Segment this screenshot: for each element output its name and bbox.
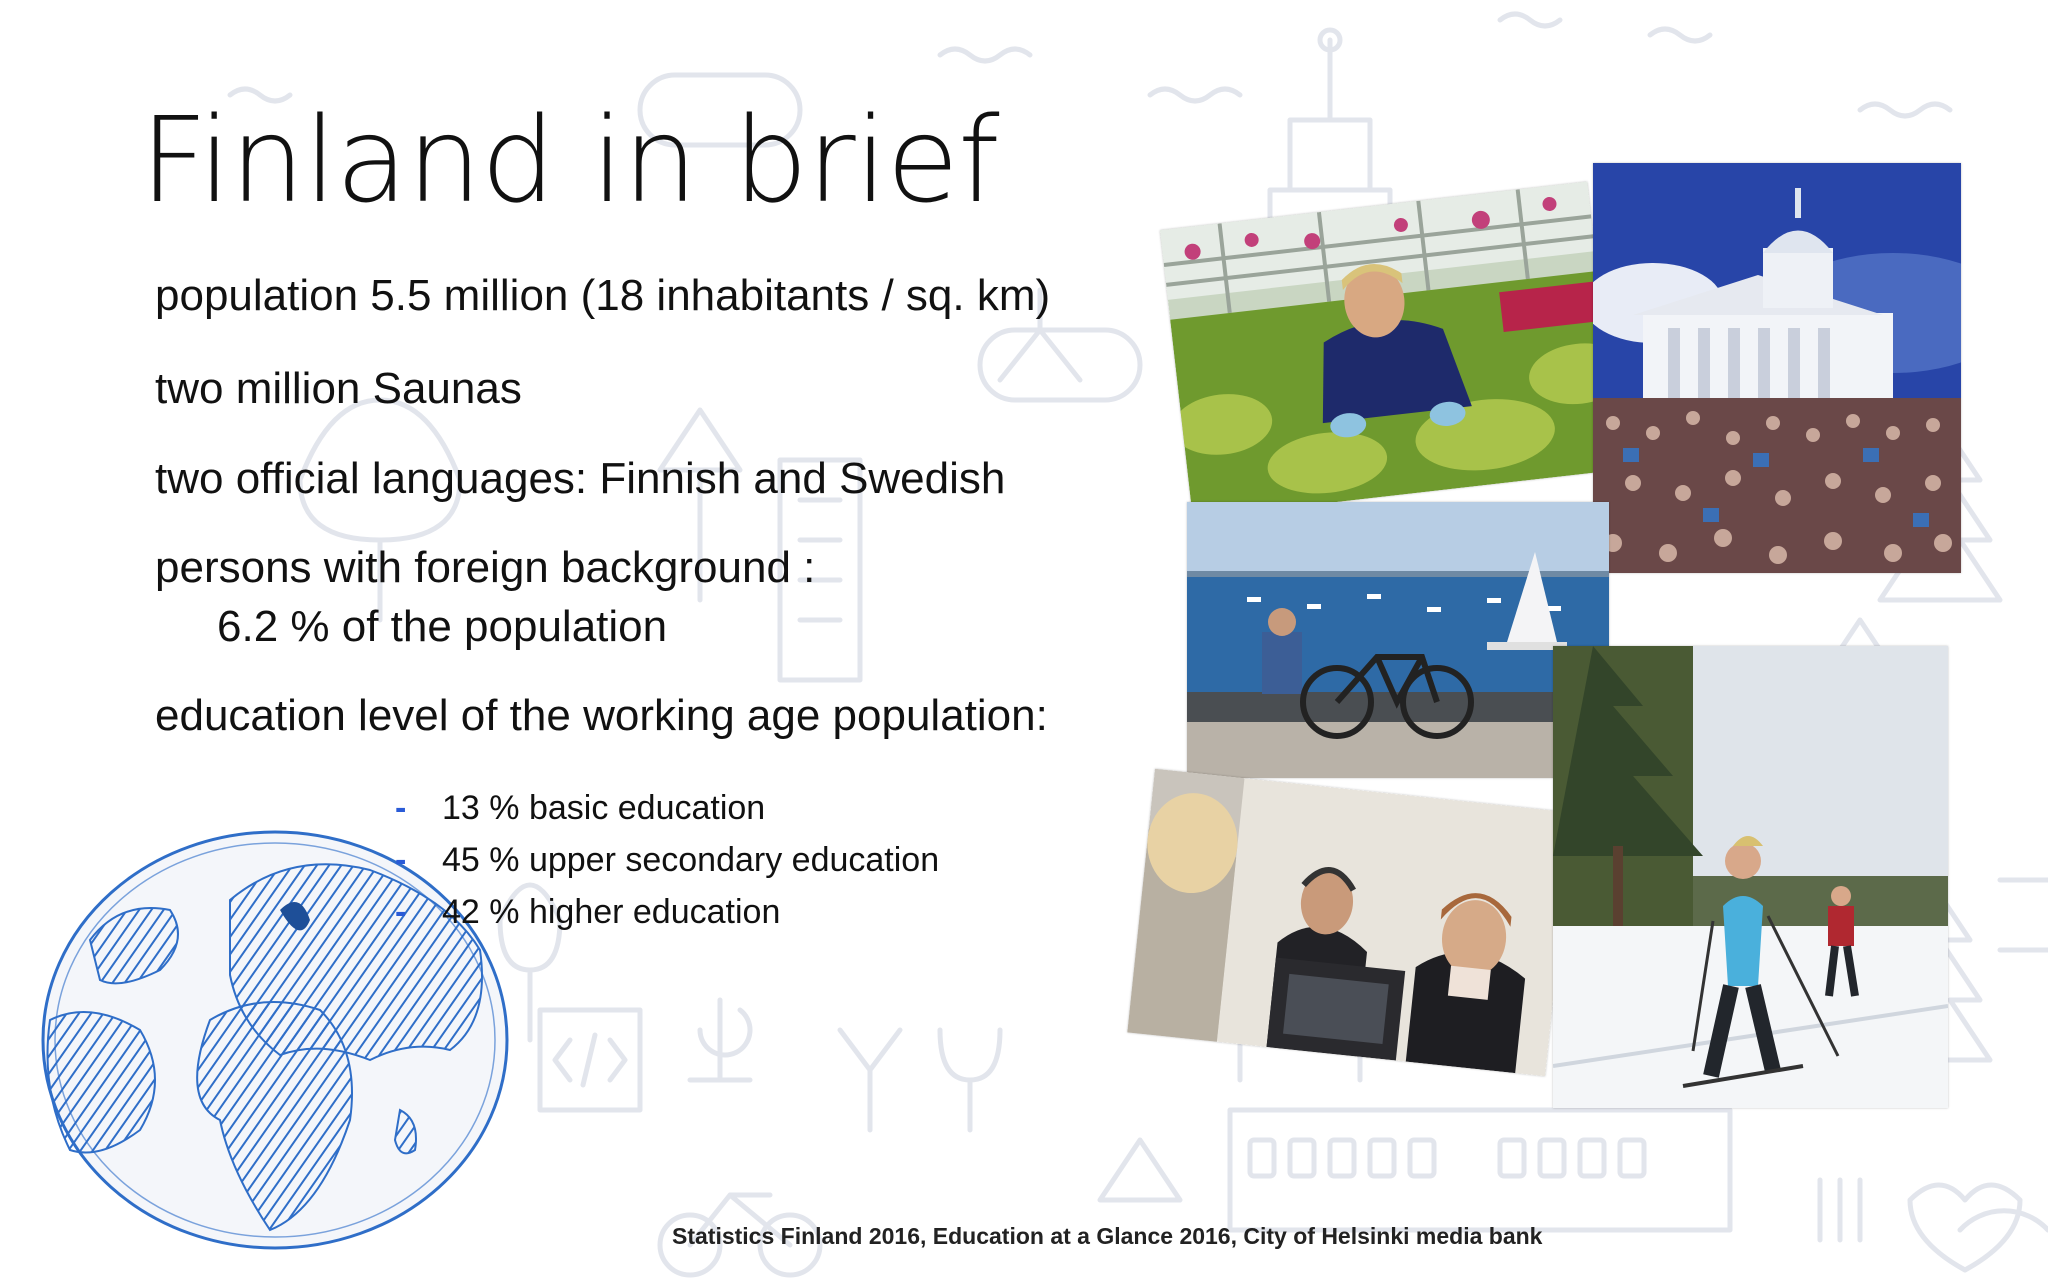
- fact-education-heading: education level of the working age population:: [155, 691, 1048, 740]
- fact-saunas: two million Saunas: [155, 364, 522, 413]
- education-level-label: 45 % upper secondary education: [442, 841, 940, 879]
- fact-languages: two official languages: Finnish and Swedish: [155, 454, 1006, 503]
- bullet-dash: -: [395, 789, 407, 827]
- education-level-label: 13 % basic education: [442, 789, 766, 827]
- fact-foreign-background-value: 6.2 % of the population: [217, 602, 668, 651]
- bullet-dash: -: [395, 841, 407, 879]
- cathedral-crowd-photo: [1593, 163, 1961, 573]
- cross-country-skiing-photo: [1553, 646, 1948, 1108]
- office-headset-photo: [1127, 769, 1572, 1076]
- fact-foreign-background: persons with foreign background :: [155, 543, 816, 592]
- education-level-label: 42 % higher education: [442, 893, 781, 931]
- bullet-dash: -: [395, 893, 407, 931]
- greenhouse-photo: [1160, 182, 1620, 519]
- slide-title: Finland in brief: [140, 91, 999, 229]
- source-citation: Statistics Finland 2016, Education at a Glance 2016, City of Helsinki media bank: [672, 1223, 1543, 1249]
- fact-population: population 5.5 million (18 inhabitants / sq. km): [155, 271, 1051, 320]
- seaside-bicycle-photo: [1187, 502, 1609, 778]
